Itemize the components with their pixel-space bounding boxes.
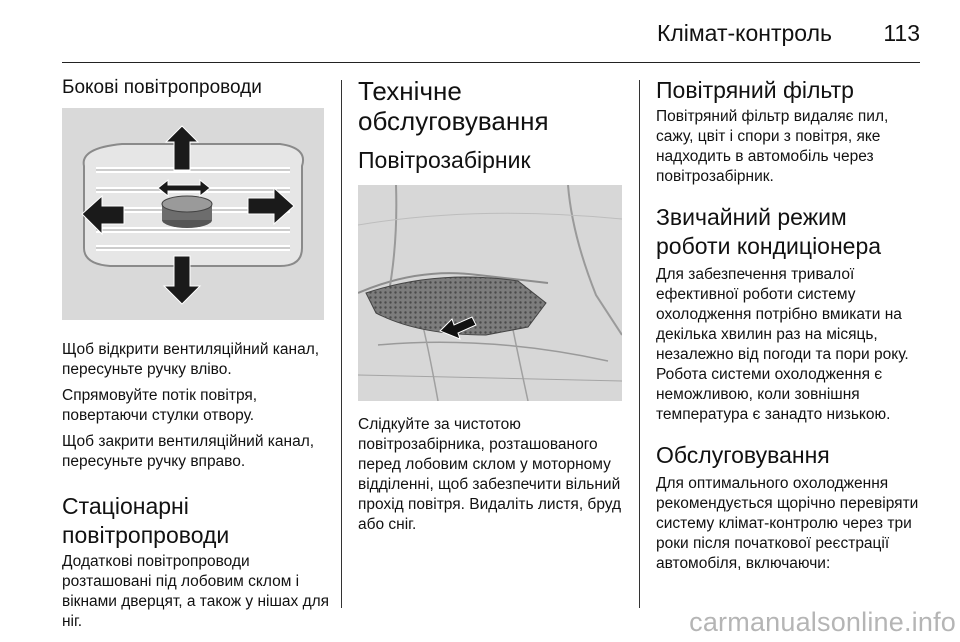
section-heading-ac-regular-operation: Звичайний режим роботи кондиціонера	[656, 204, 882, 259]
section-heading-service: Обслуговування	[656, 442, 830, 468]
paragraph-air-intake: Слідкуйте за чистотою повітрозабірника, розташованого перед лобовим склом у моторному відділенні, щоб забезпечити вільний прохід повітря. Видаліть листя, бруд або сніг.	[358, 416, 622, 533]
page-number: 113	[883, 20, 920, 46]
page-header	[0, 14, 920, 54]
side-vent-figure	[62, 108, 324, 320]
side-vent-illustration	[62, 108, 324, 320]
subheading-air-intake: Повітрозабірник	[358, 147, 531, 173]
section-heading-maintenance: Технічне обслуговування	[358, 76, 549, 136]
column-maintenance	[358, 76, 626, 535]
paragraph-service: Для оптимального охолодження рекомендується щорічно перевіряти систему клімат-контролю через три роки після початкової реєстрації автомобіля, включаючи:	[656, 475, 919, 572]
column-divider-2	[639, 80, 640, 608]
section-heading-air-filter: Повітряний фільтр	[656, 77, 854, 103]
paragraph-direct-airflow: Спрямовуйте потік повітря, повертаючи стулки отвору.	[62, 387, 258, 424]
paragraph-open-vent: Щоб відкрити вентиляційний канал, пересуньте ручку вліво.	[62, 341, 320, 378]
paragraph-air-filter: Повітряний фільтр видаляє пил, сажу, цвіт і спори з повітря, яке надходить в автомобіль через повітрозабірник.	[656, 108, 889, 185]
watermark: carmanualsonline.info	[689, 607, 956, 637]
paragraph-ac-regular-operation: Для забезпечення тривалої ефективної роботи систему охолодження потрібно вмикати на декілька хвилин раз на місяць, незалежно від погоди та пори року. Робота системи охолодження є неможливою, коли зовнішня температура є занадто низькою.	[656, 266, 909, 423]
chapter-title: Клімат-контроль	[656, 20, 832, 46]
column-air-filter	[656, 76, 926, 574]
paragraph-close-vent: Щоб закрити вентиляційний канал, пересуньте ручку вправо.	[62, 433, 315, 470]
section-heading-side-vents: Бокові повітропроводи	[62, 77, 262, 98]
section-heading-fixed-vents: Стаціонарні повітропроводи	[62, 493, 230, 548]
column-side-vents	[62, 76, 332, 632]
paragraph-fixed-vents: Додаткові повітропроводи розташовані під лобовим склом і вікнами дверцят, а також у нішах для ніг.	[62, 553, 330, 630]
air-intake-figure	[358, 185, 622, 401]
header-rule	[62, 62, 920, 63]
column-divider-1	[341, 80, 342, 608]
air-intake-illustration	[358, 185, 622, 401]
